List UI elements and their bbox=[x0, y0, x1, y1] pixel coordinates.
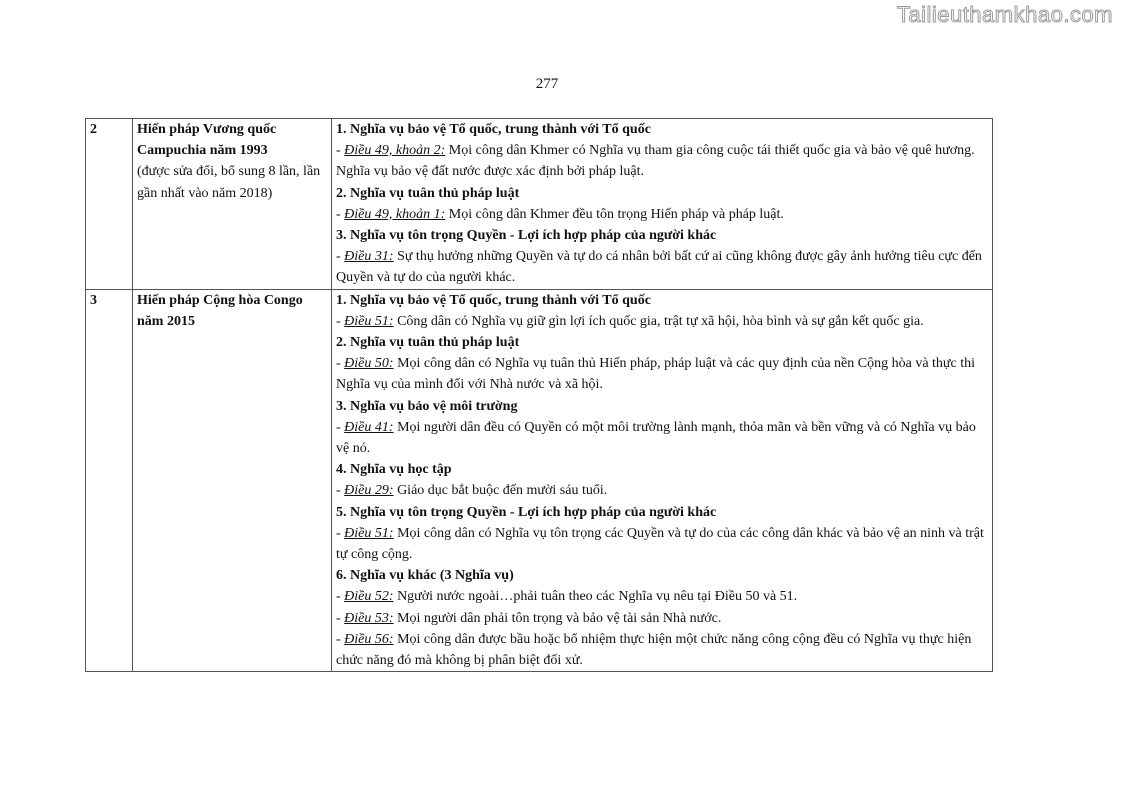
constitution-title: Hiến pháp Vương quốc Campuchia năm 1993 bbox=[137, 122, 277, 159]
row-number: 3 bbox=[86, 289, 133, 672]
constitution-note: (được sửa đổi, bổ sung 8 lần, lần gần nhất vào năm 2018) bbox=[137, 164, 321, 201]
article-entry: - Điều 53: Mọi người dân phải tôn trọng và bảo vệ tài sản Nhà nước. bbox=[336, 610, 722, 626]
article-reference: Điều 49, khoản 1: bbox=[344, 206, 446, 222]
article-reference: Điều 29: bbox=[344, 483, 394, 499]
article-entry: - Điều 49, khoản 2: Mọi công dân Khmer có Nghĩa vụ tham gia công cuộc tái thiết quốc gia và bảo vệ quê hương. Nghĩa vụ bảo vệ đất nước được xác định bởi pháp luật. bbox=[336, 143, 975, 180]
article-text: Công dân có Nghĩa vụ giữ gìn lợi ích quốc gia, trật tự xã hội, hòa bình và sự gắn kết quốc gia. bbox=[393, 313, 924, 329]
article-reference: Điều 31: bbox=[344, 249, 394, 265]
table-row bbox=[86, 289, 993, 672]
duty-heading: 4. Nghĩa vụ học tập bbox=[336, 462, 452, 478]
article-text: Mọi người dân phải tôn trọng và bảo vệ tài sản Nhà nước. bbox=[393, 610, 722, 626]
table-row bbox=[86, 119, 993, 290]
duty-heading: 2. Nghĩa vụ tuân thủ pháp luật bbox=[336, 335, 520, 351]
article-reference: Điều 49, khoản 2: bbox=[344, 143, 446, 159]
article-entry: - Điều 29: Giáo dục bắt buộc đến mười sáu tuổi. bbox=[336, 483, 608, 499]
article-reference: Điều 51: bbox=[344, 313, 394, 329]
article-entry: - Điều 52: Người nước ngoài…phải tuân theo các Nghĩa vụ nêu tại Điều 50 và 51. bbox=[336, 589, 798, 605]
article-entry: - Điều 49, khoản 1: Mọi công dân Khmer đều tôn trọng Hiến pháp và pháp luật. bbox=[336, 206, 784, 222]
duty-heading: 3. Nghĩa vụ bảo vệ môi trường bbox=[336, 398, 518, 414]
article-entry: - Điều 51: Công dân có Nghĩa vụ giữ gìn lợi ích quốc gia, trật tự xã hội, hòa bình và sự gắn kết quốc gia. bbox=[336, 313, 924, 329]
duty-heading: 6. Nghĩa vụ khác (3 Nghĩa vụ) bbox=[336, 568, 514, 584]
article-text: Mọi công dân có Nghĩa vụ tôn trọng các Quyền và tự do của các công dân khác và bảo vệ an ninh và trật tự công cộng. bbox=[336, 525, 984, 563]
article-text: Sự thụ hưởng những Quyền và tự do cá nhân bởi bất cứ ai cũng không được gây ảnh hưởng tiêu cực đến Quyền và tự do của người khác. bbox=[336, 249, 982, 286]
article-entry: - Điều 50: Mọi công dân có Nghĩa vụ tuân thủ Hiến pháp, pháp luật và các quy định của nền Cộng hòa và thực thi Nghĩa vụ của mình đối với Nhà nước và xã hội. bbox=[336, 356, 976, 393]
constitution-name-cell bbox=[133, 289, 332, 672]
duties-detail-cell bbox=[332, 119, 993, 290]
article-entry: - Điều 56: Mọi công dân được bầu hoặc bổ nhiệm thực hiện một chức năng công cộng đều có Nghĩa vụ thực hiện chức năng đó mà không bị phân biệt đối xử. bbox=[336, 631, 972, 669]
article-text: Mọi công dân được bầu hoặc bổ nhiệm thực hiện một chức năng công cộng đều có Nghĩa vụ thực hiện chức năng đó mà không bị phân biệt đối xử. bbox=[336, 631, 972, 669]
row-number: 2 bbox=[86, 119, 133, 290]
article-reference: Điều 51: bbox=[344, 525, 394, 541]
constitution-name-cell bbox=[133, 119, 332, 290]
article-text: Mọi công dân Khmer đều tôn trọng Hiến pháp và pháp luật. bbox=[445, 206, 784, 222]
article-entry: - Điều 51: Mọi công dân có Nghĩa vụ tôn trọng các Quyền và tự do của các công dân khác và bảo vệ an ninh và trật tự công cộng. bbox=[336, 525, 984, 563]
article-reference: Điều 56: bbox=[344, 631, 394, 647]
duty-heading: 2. Nghĩa vụ tuân thủ pháp luật bbox=[336, 185, 520, 201]
constitution-duties-table bbox=[85, 118, 993, 672]
duty-heading: 1. Nghĩa vụ bảo vệ Tổ quốc, trung thành với Tổ quốc bbox=[336, 122, 651, 137]
article-reference: Điều 52: bbox=[344, 589, 394, 605]
article-text: Mọi công dân có Nghĩa vụ tuân thủ Hiến pháp, pháp luật và các quy định của nền Cộng hòa và thực thi Nghĩa vụ của mình đối với Nhà nước và xã hội. bbox=[336, 356, 976, 393]
article-entry: - Điều 41: Mọi người dân đều có Quyền có một môi trường lành mạnh, thỏa mãn và bền vững và có Nghĩa vụ bảo vệ nó. bbox=[336, 419, 976, 457]
duties-detail-cell bbox=[332, 289, 993, 672]
duty-heading: 1. Nghĩa vụ bảo vệ Tổ quốc, trung thành với Tổ quốc bbox=[336, 292, 651, 308]
constitution-title: Hiến pháp Cộng hòa Congo năm 2015 bbox=[137, 292, 303, 329]
watermark: Tailieuthamkhao.com bbox=[896, 2, 1113, 27]
article-text: Mọi công dân Khmer có Nghĩa vụ tham gia công cuộc tái thiết quốc gia và bảo vệ quê hương. Nghĩa vụ bảo vệ đất nước được xác định bởi pháp luật. bbox=[336, 143, 975, 180]
article-reference: Điều 53: bbox=[344, 610, 394, 626]
article-text: Người nước ngoài…phải tuân theo các Nghĩa vụ nêu tại Điều 50 và 51. bbox=[393, 589, 798, 605]
article-text: Mọi người dân đều có Quyền có một môi trường lành mạnh, thỏa mãn và bền vững và có Nghĩa vụ bảo vệ nó. bbox=[336, 419, 976, 457]
article-reference: Điều 50: bbox=[344, 356, 394, 372]
article-entry: - Điều 31: Sự thụ hưởng những Quyền và tự do cá nhân bởi bất cứ ai cũng không được gây ảnh hưởng tiêu cực đến Quyền và tự do của người khác. bbox=[336, 249, 982, 286]
duty-heading: 5. Nghĩa vụ tôn trọng Quyền - Lợi ích hợp pháp của người khác bbox=[336, 504, 717, 520]
article-text: Giáo dục bắt buộc đến mười sáu tuổi. bbox=[393, 483, 608, 499]
article-reference: Điều 41: bbox=[344, 419, 394, 435]
page-number: 277 bbox=[535, 76, 559, 92]
duty-heading: 3. Nghĩa vụ tôn trọng Quyền - Lợi ích hợp pháp của người khác bbox=[336, 228, 717, 244]
